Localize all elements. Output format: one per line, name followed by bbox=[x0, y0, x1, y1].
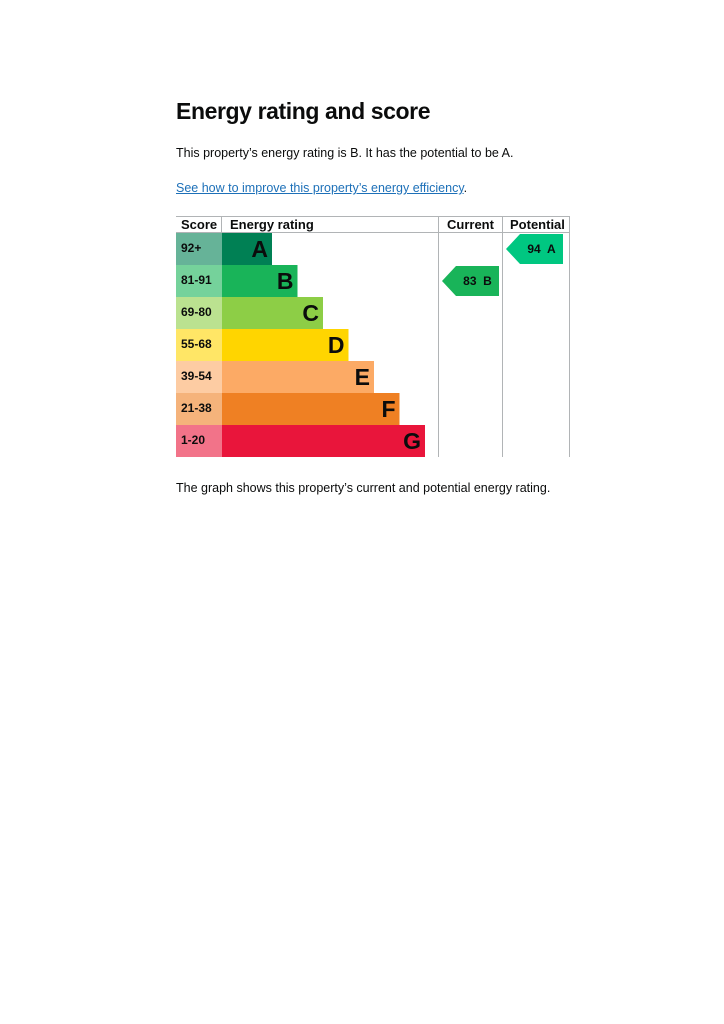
page-title: Energy rating and score bbox=[176, 98, 431, 124]
score-label-d: 55-68 bbox=[181, 337, 212, 351]
header-score: Score bbox=[181, 217, 218, 232]
potential-rating-label: 94 A bbox=[527, 242, 556, 256]
improve-efficiency-link[interactable]: See how to improve this property’s energy efficiency bbox=[176, 181, 464, 195]
rating-bar-g bbox=[222, 425, 425, 457]
rating-summary: This property’s energy rating is B. It has the potential to be A. bbox=[176, 146, 514, 160]
rating-letter-a: A bbox=[251, 236, 268, 262]
score-label-e: 39-54 bbox=[181, 369, 212, 383]
rating-bands bbox=[176, 233, 425, 457]
current-rating-label: 83 B bbox=[463, 274, 492, 288]
score-label-f: 21-38 bbox=[181, 401, 212, 415]
rating-letter-c: C bbox=[302, 300, 319, 326]
score-label-a: 92+ bbox=[181, 241, 202, 255]
rating-letter-g: G bbox=[403, 428, 421, 454]
chart-caption: The graph shows this property’s current and potential energy rating. bbox=[176, 481, 551, 495]
rating-letter-f: F bbox=[381, 396, 396, 422]
header-energy-rating: Energy rating bbox=[230, 217, 314, 232]
header-current: Current bbox=[447, 217, 494, 232]
rating-bar-e bbox=[222, 361, 374, 393]
score-label-g: 1-20 bbox=[181, 433, 206, 447]
rating-letter-d: D bbox=[327, 332, 345, 358]
rating-letter-b: B bbox=[276, 268, 294, 294]
link-suffix: . bbox=[463, 181, 468, 195]
header-potential: Potential bbox=[510, 217, 565, 232]
rating-bar-f bbox=[222, 393, 400, 425]
score-label-b: 81-91 bbox=[181, 273, 212, 287]
score-label-c: 69-80 bbox=[181, 305, 212, 319]
rating-letter-e: E bbox=[354, 364, 370, 390]
